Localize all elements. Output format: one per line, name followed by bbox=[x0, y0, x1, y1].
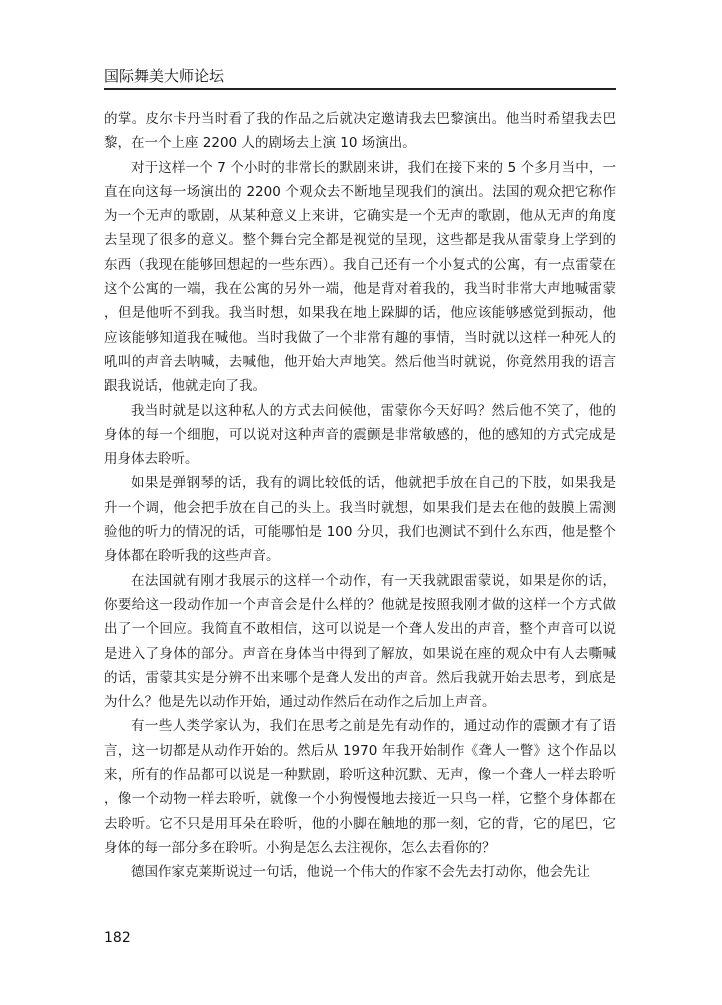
paragraph-1: 的掌。皮尔卡丹当时看了我的作品之后就决定邀请我去巴黎演出。他当时希望我去巴黎，在一个上座 2200 人的剧场去上演 10 场演出。 bbox=[104, 111, 616, 152]
header-rule bbox=[104, 88, 616, 90]
paragraph-2: 对于这样一个 7 个小时的非常长的默剧来讲，我们在接下来的 5 个多月当中，一直在向这每一场演出的 2200 个观众去不断地呈现我们的演出。法国的观众把它称作为一个无声的歌剧，从某种意义上来讲，它确实是一个无声的歌剧，他从无声的角度去呈现了很多的意义。整个舞台完全都是视觉的呈现，这些都是我从雷蒙身上学到的东西（我现在能够回想起的一些东西）。我自己还有一个小复式的公寓，有一点雷蒙在这个公寓的一端，我在公寓的另外一端，他是背对着我的，我当时非常大声地喊雷蒙，但是他听不到我。我当时想，如果我在地上跺脚的话，他应该能够感觉到振动，他应该能够知道我在喊他。当时我做了一个非常有趣的事情，当时就以这样一种死人的吼叫的声音去呐喊，去喊他，他开始大声地笑。然后他当时就说，你竟然用我的语言跟我说话，他就走向了我。 bbox=[104, 159, 616, 395]
paragraph-5: 在法国就有刚才我展示的这样一个动作，有一天我就跟雷蒙说，如果是你的话，你要给这一段动作加一个声音会是什么样的？他就是按照我刚才做的这样一个方式做出了一个回应。我简直不敢相信，这可以说是一个聋人发出的声音，整个声音可以说是进入了身体的部分。声音在身体当中得到了解放，如果说在座的观众中有人去嘶喊的话，雷蒙其实是分辨不出来哪个是聋人发出的声音。然后我就开始去思考，到底是为什么？他是先以动作开始，通过动作然后在动作之后加上声音。 bbox=[104, 572, 616, 711]
running-header: 国际舞美大师论坛 bbox=[104, 67, 225, 85]
page-number: 182 bbox=[104, 930, 131, 946]
paragraph-7: 德国作家克莱斯说过一句话，他说一个伟大的作家不会先去打动你，他会先让 bbox=[131, 864, 590, 881]
paragraph-4: 如果是弹钢琴的话，我有的调比较低的话，他就把手放在自己的下肢，如果我是升一个调，他会把手放在自己的头上。我当时就想，如果我们是去在他的鼓膜上需测验他的听力的情况的话，可能哪怕是 100 分贝，我们也测试不到什么东西，他是整个身体都在聆听我的这些声音。 bbox=[104, 475, 616, 565]
paragraph-3: 我当时就是以这种私人的方式去问候他，雷蒙你今天好吗？然后他不笑了，他的身体的每一个细胞，可以说对这种声音的震颤是非常敏感的，他的感知的方式完成是用身体去聆听。 bbox=[104, 402, 616, 468]
paragraph-6: 有一些人类学家认为，我们在思考之前是先有动作的，通过动作的震颤才有了语言，这一切都是从动作开始的。然后从 1970 年我开始制作《聋人一瞥》这个作品以来，所有的作品都可以说是一种默剧，聆听这种沉默、无声，像一个聋人一样去聆听，像一个动物一样去聆听，就像一个小狗慢慢地去接近一只鸟一样，它整个身体都在去聆听。它不只是用耳朵在聆听，他的小脚在触地的那一刻，它的背，它的尾巴，它身体的每一部分多在聆听。小狗是怎么去注视你，怎么去看你的？ bbox=[104, 718, 616, 856]
body-text bbox=[104, 107, 616, 885]
